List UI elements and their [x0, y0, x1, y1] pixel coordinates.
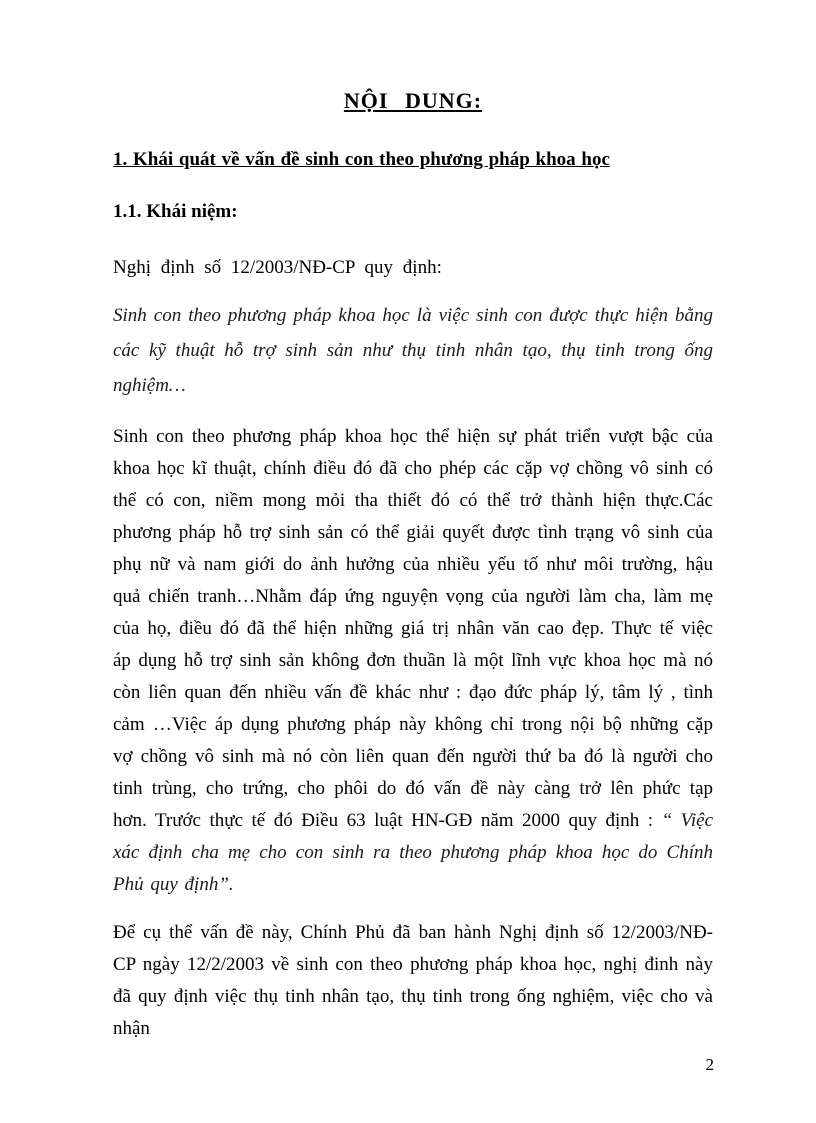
subsection-heading: 1.1. Khái niệm:: [113, 201, 238, 222]
main-paragraph: [113, 421, 713, 901]
main-paragraph-text: Sinh con theo phương pháp khoa học thể hiện sự phát triển vượt bậc của khoa học kĩ thuật, chính điều đó đã cho phép các cặp vợ chồng vô sinh có thể có con, niềm mong mỏi tha thiết đó có thể trở thành hiện thực.Các phương pháp hỗ trợ sinh sản có thể giải quyết được tình trạng vô sinh của phụ nữ và nam giới do ảnh hưởng của nhiều yếu tố như môi trường, hậu quả chiến tranh…Nhằm đáp ứng nguyện vọng của người làm cha, làm mẹ của họ, điều đó đã thể hiện những giá trị nhân văn cao đẹp. Thực tế việc áp dụng hỗ trợ sinh sản không đơn thuần là một lĩnh vực khoa học mà nó còn liên quan đến nhiều vấn đề khác như : đạo đức pháp lý, tâm lý , tình cảm …Việc áp dụng phương pháp này không chỉ trong nội bộ những cặp vợ chồng vô sinh mà nó còn liên quan đến người thứ ba đó là người cho tinh trùng, cho trứng, cho phôi do đó vấn đề này càng trở lên phức tạp hơn. Trước thực tế đó Điều 63 luật HN-GĐ năm 2000 quy định :: [113, 426, 713, 831]
page-number: 2: [705, 1055, 714, 1074]
definition-quote-paragraph: Sinh con theo phương pháp khoa học là việc sinh con được thực hiện bằng các kỹ thuật hỗ trợ sinh sản như thụ tinh nhân tạo, thụ tinh trong ống nghiệm…: [113, 305, 713, 396]
closing-paragraph: Để cụ thể vấn đề này, Chính Phủ đã ban hành Nghị định số 12/2003/NĐ-CP ngày 12/2/2003 về sinh con theo phương pháp khoa học, nghị đinh này đã quy định việc thụ tinh nhân tạo, thụ tinh trong ống nghiệm, việc cho và nhận: [113, 922, 713, 1039]
section-heading: 1. Khái quát về vấn đề sinh con theo phương pháp khoa học: [113, 149, 610, 170]
intro-paragraph: Nghị định số 12/2003/NĐ-CP quy định:: [113, 257, 442, 278]
document-content: [113, 88, 713, 1045]
law-inline-quote: “ Việc xác định cha mẹ cho con sinh ra theo phương pháp khoa học do Chính Phủ quy định”.: [113, 810, 713, 895]
document-title: NỘI DUNG:: [343, 88, 483, 113]
